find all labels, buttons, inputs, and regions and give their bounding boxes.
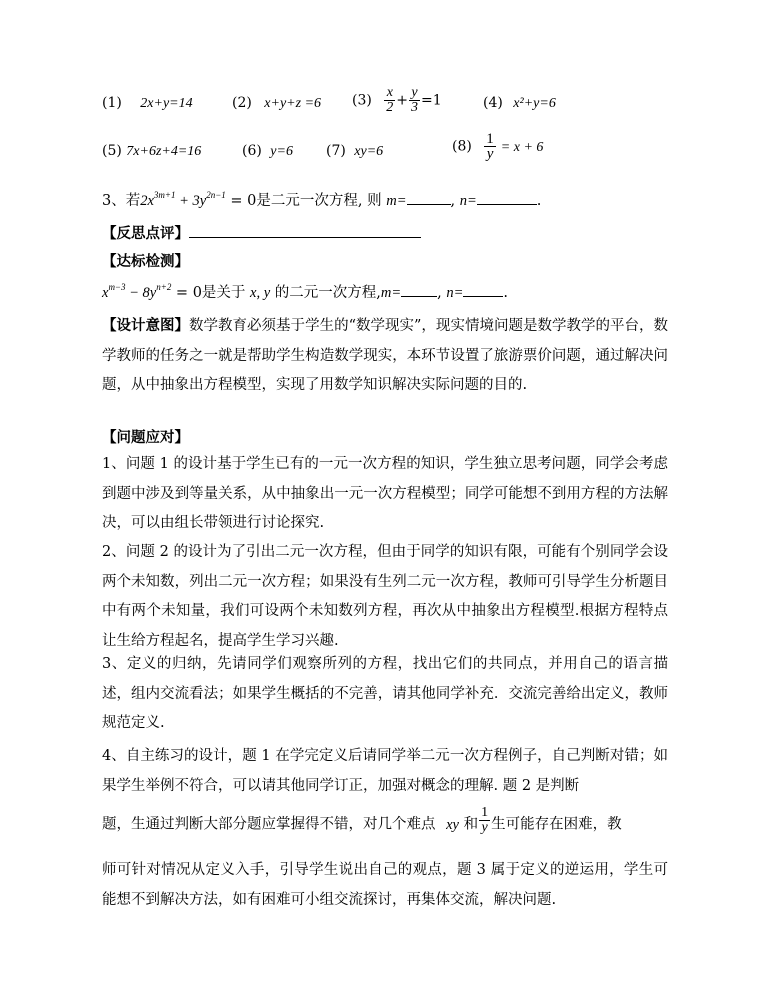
numerator: 1	[481, 805, 489, 820]
fraction	[384, 86, 395, 115]
response-3: 3、定义的归纳，先请同学们观察所列的方程，找出它们的共同点，并用自己的语言描述，组内交流看法；如果学生概括的不完善，请其他同学补充．交流完善给出定义，教师规范定义.	[102, 656, 668, 731]
equation: x+y+z =6	[264, 96, 322, 111]
design-intent-paragraph	[102, 311, 668, 401]
fraction	[409, 86, 420, 115]
test-heading: 【达标检测】	[102, 253, 189, 270]
exponent: m−3	[108, 282, 126, 292]
exercise-1	[102, 94, 193, 113]
denominator: 2	[386, 100, 394, 115]
period: .	[536, 193, 542, 209]
n-answer-blank[interactable]	[477, 190, 537, 205]
reflection-blank[interactable]	[189, 224, 421, 238]
response-text: 和	[463, 816, 479, 833]
m-answer-blank[interactable]	[401, 282, 437, 297]
numerator: x	[386, 85, 393, 100]
exercise-6	[242, 142, 293, 161]
m-answer-blank[interactable]	[407, 190, 451, 205]
exercise-number: (7)	[326, 143, 346, 159]
math-term: 2x	[140, 193, 154, 209]
question-3	[102, 190, 541, 210]
denominator: y	[479, 820, 490, 835]
math-term: + 3y	[175, 193, 207, 209]
exercise-number: (8)	[452, 138, 472, 155]
exponent: 3m+1	[153, 190, 176, 200]
exercise-7	[326, 142, 383, 161]
design-intent-title: 【设计意图】	[102, 317, 190, 334]
exercise-3	[352, 86, 442, 115]
m-label: m=	[380, 285, 402, 301]
question-text: 是二元一次方程, 则	[256, 193, 382, 209]
exponent: 2n−1	[206, 190, 226, 200]
response-text: 题，生通过判断大部分题应掌握得不错，对几个难点	[102, 816, 436, 833]
exercise-number: (4)	[483, 95, 503, 111]
fraction	[479, 806, 490, 835]
equation-rhs: = x + 6	[500, 139, 544, 155]
equation: 2x+y=14	[140, 96, 193, 111]
n-label: n=	[459, 193, 477, 209]
exercise-number: (1)	[102, 95, 122, 111]
numerator: 1	[486, 131, 494, 147]
math-term: x	[102, 285, 109, 301]
response-4-part3: 师可针对情况从定义入手，引导学生说出自己的观点，题 3 属于定义的逆运用，学生可能想不到解决方法，如有困难可小组交流探讨，再集体交流，解决问题.	[102, 862, 668, 908]
n-label: n=	[446, 285, 464, 301]
denominator: 3	[411, 100, 419, 115]
question-prefix: 3、若	[102, 193, 141, 209]
equation: 7x+6z+4=16	[126, 144, 202, 159]
equation: x²+y=6	[513, 96, 556, 111]
exercise-number: (6)	[242, 143, 262, 159]
response-text: 生可能存在困难，教	[491, 816, 622, 833]
numerator: y	[411, 85, 418, 100]
reflection-title: 【反思点评】	[102, 225, 189, 242]
denominator: y	[484, 146, 496, 161]
equation-rhs: = 0	[171, 285, 202, 301]
math-term: xy	[446, 816, 459, 833]
equation-rhs: = 0	[225, 193, 257, 209]
response-4-part2	[102, 805, 622, 835]
exercise-2	[232, 94, 321, 113]
response-1: 1、问题 1 的设计基于学生已有的一元一次方程的知识，学生独立思考问题，同学会考虑到题中涉及到等量关系，从中抽象出一元一次方程模型；同学可能想不到用方程的方法解决，可以由组长带领进行讨论探究.	[102, 456, 668, 531]
response-2: 2、问题 2 的设计为了引出二元一次方程，但由于同学的知识有限，可能有个别同学会设两个未知数，列出二元一次方程；如果没有生列二元一次方程，教师可引导学生分析题目中有两个未知量，我们可设两个未知数列方程，再次从中抽象出方程模型.根据方程特点让生给方程起名，提高学生学习兴趣.	[102, 544, 668, 649]
variables: x, y	[250, 285, 271, 301]
exercise-number: (3)	[352, 92, 372, 109]
equation: y=6	[270, 144, 293, 159]
response-heading: 【问题应对】	[102, 429, 189, 446]
exercise-number: (2)	[232, 95, 252, 111]
reflection-heading	[102, 222, 421, 243]
separator: ,	[450, 193, 456, 209]
exercise-number: (5)	[102, 143, 122, 159]
exercise-4	[483, 94, 556, 113]
exercise-8	[452, 132, 543, 161]
question-text: 的二元一次方程,	[274, 285, 381, 301]
question-text: 是关于	[201, 285, 246, 301]
equation-rhs: =1	[421, 92, 442, 109]
exponent: n+2	[156, 282, 172, 292]
design-intent-body: 数学教育必须基于学生的“数学现实”，现实情境问题是数学教学的平台，数学教师的任务之一就是帮助学生构造数学现实，本环节设置了旅游票价问题，通过解决问题，从中抽象出方程模型，实现了用数学知识解决实际问题的目的.	[102, 318, 668, 393]
math-term: − 8y	[125, 285, 157, 301]
m-label: m=	[386, 193, 407, 209]
exercise-5	[102, 142, 201, 161]
response-4-part1: 4、自主练习的设计，题 1 在学完定义后请同学举二元一次方程例子，自己判断对错；如果学生举例不符合，可以请其他同学订正，加强对概念的理解. 题 2 是判断	[102, 748, 668, 794]
n-answer-blank[interactable]	[463, 282, 503, 297]
test-exercise	[102, 282, 508, 302]
period: .	[503, 285, 509, 301]
equation: xy=6	[354, 144, 384, 159]
separator: ,	[437, 285, 442, 301]
fraction	[484, 132, 496, 161]
plus-sign: +	[396, 92, 409, 109]
